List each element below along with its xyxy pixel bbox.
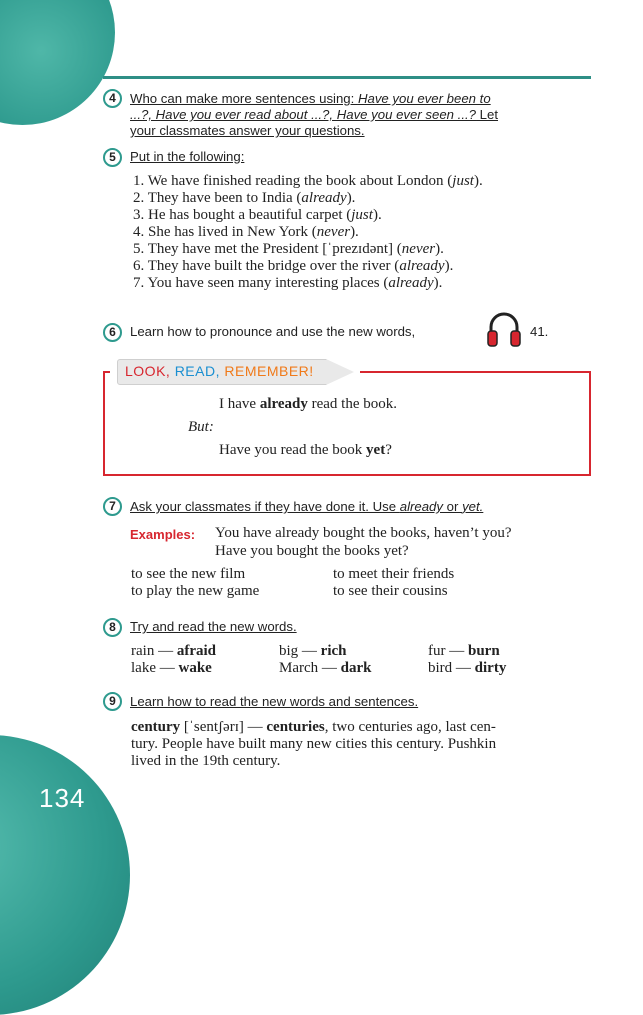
sentence-item xyxy=(133,241,483,258)
sentence-end: ). xyxy=(473,173,483,189)
page-number: 134 xyxy=(39,783,86,813)
task-4-line-1 xyxy=(130,91,491,108)
look-read-remember-box xyxy=(103,371,591,476)
but-label: But: xyxy=(188,419,214,435)
rule-text: Have you read the book xyxy=(219,442,367,458)
word-pair-text: March — xyxy=(279,660,341,676)
task-4-text: Who can make more sentences using: xyxy=(130,91,358,106)
rule-text: ? xyxy=(385,442,392,458)
look-label: LOOK, xyxy=(125,363,171,379)
sentence-text: 6. They have built the bridge over the river ( xyxy=(133,258,400,274)
task-9-line-3: lived in the 19th century. xyxy=(131,753,281,769)
task-6-instruction: Learn how to pronounce and use the new words, xyxy=(130,324,416,339)
sentence-item xyxy=(133,224,483,241)
sentence-text: 1. We have finished reading the book about London ( xyxy=(133,173,453,189)
sentence-item xyxy=(133,275,483,292)
sentence-adverb: already xyxy=(301,190,347,206)
task-number: 7 xyxy=(103,497,122,516)
task-9-instruction: Learn how to read the new words and sentences. xyxy=(130,694,419,709)
sentence-end: ). xyxy=(372,207,382,223)
audio-track-number: 41. xyxy=(530,324,549,339)
word-pair-bold: wake xyxy=(178,660,212,676)
sentence-end: ). xyxy=(433,275,443,291)
rule-text: read the book. xyxy=(307,396,398,412)
task-8-instruction: Try and read the new words. xyxy=(130,619,297,634)
sentence-adverb: just xyxy=(351,207,373,223)
sentence-item xyxy=(133,207,483,224)
task-5-sentences xyxy=(133,173,483,292)
task-number: 4 xyxy=(103,89,122,108)
task-number: 8 xyxy=(103,618,122,637)
rule-keyword: already xyxy=(259,396,308,412)
word-pair-bold: afraid xyxy=(176,643,216,659)
sentence-item xyxy=(133,173,483,190)
rule-line-1 xyxy=(219,396,397,413)
rule-keyword: yet xyxy=(366,442,386,458)
example-1: You have already bought the books, haven’t you? xyxy=(215,525,512,541)
task-4-line-2 xyxy=(130,107,498,124)
word-pair xyxy=(428,643,500,660)
word-pair xyxy=(428,660,506,677)
task-4-question: Have you ever been to xyxy=(357,91,491,106)
transcription: [ˈsentʃərɪ] — xyxy=(180,719,267,735)
new-word-plural: centuries xyxy=(266,719,325,735)
corner-decoration-top xyxy=(0,0,115,125)
word-pair-text: bird — xyxy=(428,660,475,676)
task-number: 9 xyxy=(103,692,122,711)
phrase-item: to play the new game xyxy=(131,583,260,599)
task-7-instruction xyxy=(130,499,483,516)
task-7-text: or xyxy=(443,499,463,514)
task-4-text: Let xyxy=(476,107,499,122)
task-7-text: Ask your classmates if they have done it. Use xyxy=(130,499,400,514)
word-pair-text: fur — xyxy=(428,643,468,659)
sentence-adverb: already xyxy=(399,258,445,274)
headphones-icon xyxy=(484,309,524,349)
task-9-line-1 xyxy=(131,719,496,736)
sentence-adverb: never xyxy=(401,241,436,257)
word-pair-bold: rich xyxy=(320,643,347,659)
word-pair-text: big — xyxy=(279,643,321,659)
word-pair-text: rain — xyxy=(131,643,177,659)
task-number: 5 xyxy=(103,148,122,167)
word-pair xyxy=(279,643,347,660)
sentence-adverb: never xyxy=(316,224,351,240)
word-pair-bold: dark xyxy=(340,660,372,676)
phrase-item: to see their cousins xyxy=(333,583,448,599)
task-9-line-2: tury. People have built many new cities this century. Pushkin xyxy=(131,736,497,752)
task-number: 6 xyxy=(103,323,122,342)
sentence-text: 5. They have met the President [ˈprezɪdənt] ( xyxy=(133,241,402,257)
sentence-end: ). xyxy=(350,224,359,240)
new-word: century xyxy=(131,719,181,735)
word-pair xyxy=(131,660,212,677)
sentence-end: ). xyxy=(435,241,444,257)
sentence-item xyxy=(133,190,483,207)
sentence-adverb: just xyxy=(452,173,474,189)
examples-label: Examples: xyxy=(130,527,196,542)
look-read-remember-title xyxy=(125,363,314,379)
sentence-text: 7. You have seen many interesting places ( xyxy=(133,275,389,291)
phrase-item: to meet their friends xyxy=(333,566,455,582)
top-rule xyxy=(103,76,591,79)
word-pair xyxy=(279,660,372,677)
task-9-text: , two centuries ago, last cen- xyxy=(324,719,496,735)
pencil-banner xyxy=(117,359,339,385)
phrase-item: to see the new film xyxy=(131,566,246,582)
sentence-text: 2. They have been to India ( xyxy=(133,190,302,206)
example-2: Have you bought the books yet? xyxy=(215,543,409,559)
word-pair-bold: dirty xyxy=(474,660,507,676)
word-pair xyxy=(131,643,216,660)
word-pair-bold: burn xyxy=(468,643,500,659)
sentence-item xyxy=(133,258,483,275)
task-5-instruction: Put in the following: xyxy=(130,149,245,164)
read-label: READ, xyxy=(174,363,220,379)
sentence-end: ). xyxy=(444,258,454,274)
rule-line-2 xyxy=(219,442,392,459)
sentence-text: 4. She has lived in New York ( xyxy=(133,224,317,240)
pencil-tip xyxy=(326,359,354,385)
rule-text: I have xyxy=(219,396,260,412)
sentence-text: 3. He has bought a beautiful carpet ( xyxy=(133,207,352,223)
corner-decoration-bottom xyxy=(0,735,130,1015)
task-4-questions: ...?, Have you ever read about ...?, Have you ever seen ...? xyxy=(130,107,477,122)
word-pair-text: lake — xyxy=(131,660,179,676)
sentence-end: ). xyxy=(346,190,356,206)
remember-label: REMEMBER! xyxy=(224,363,314,379)
sentence-adverb: already xyxy=(388,275,434,291)
task-4-line-3: your classmates answer your questions. xyxy=(130,123,365,138)
task-7-word: already xyxy=(399,499,443,514)
task-7-word: yet. xyxy=(462,499,484,514)
